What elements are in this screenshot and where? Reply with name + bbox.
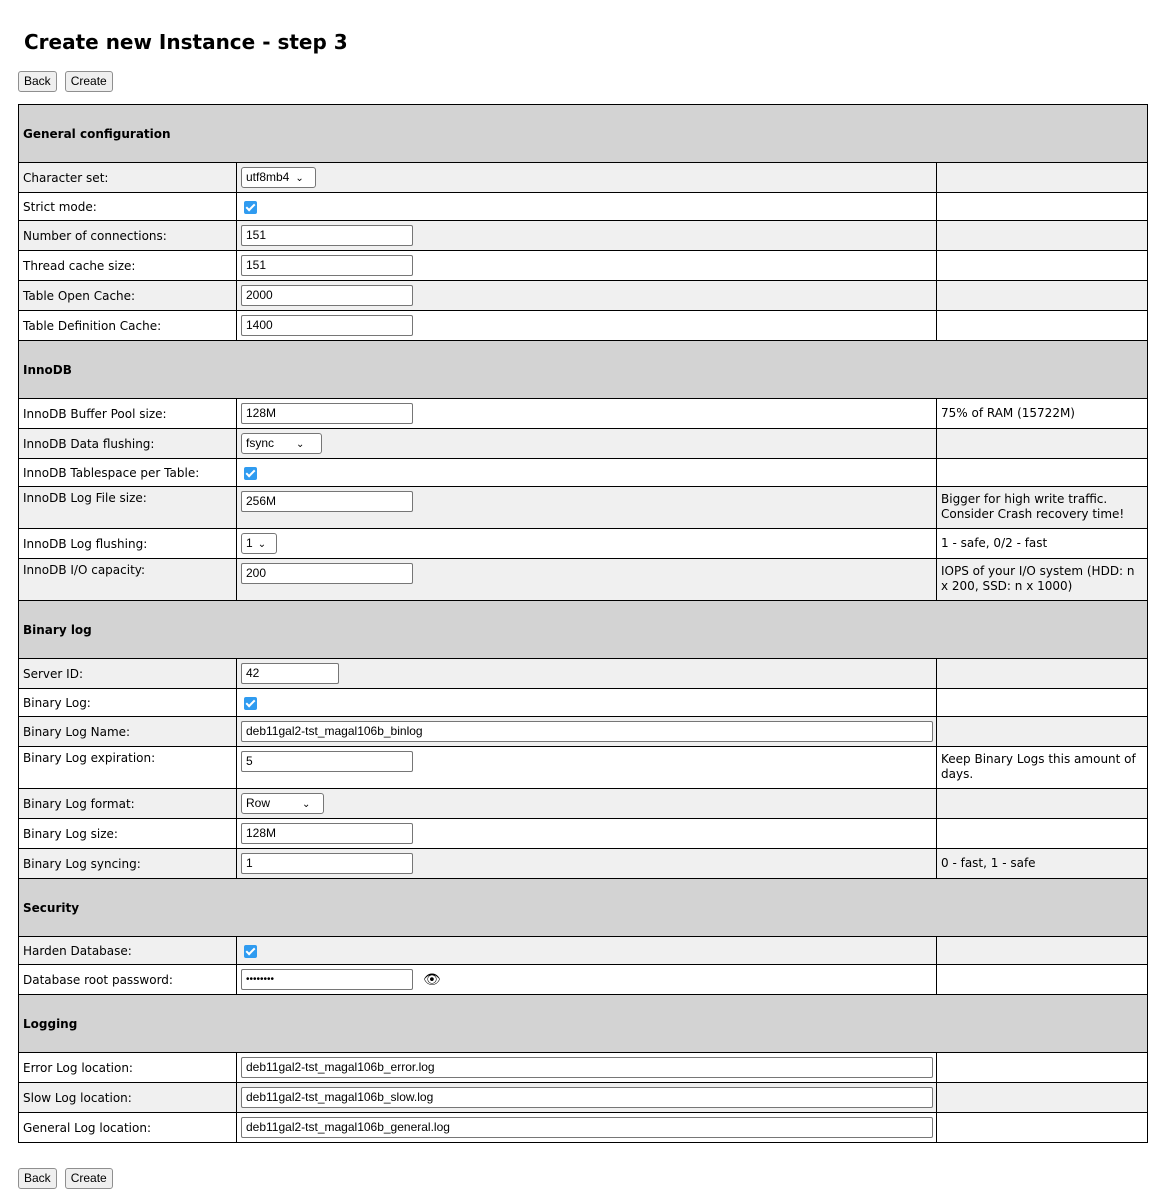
log-file-size-input[interactable]: 256M [241,491,413,512]
row-slow-log [19,1083,1148,1113]
section-title: General configuration [19,105,1148,163]
buffer-pool-input[interactable]: 128M [241,403,413,424]
row-buffer-pool [19,399,1148,429]
chevron-down-icon: ⌄ [295,173,304,184]
chevron-down-icon: ⌄ [302,799,311,810]
field-label: Binary Log Name: [19,717,237,747]
binlog-expiration-input[interactable]: 5 [241,751,413,772]
section-logging [19,995,1148,1053]
hint-cell [937,789,1148,819]
hint-cell: Keep Binary Logs this amount of days. [937,747,1148,789]
field-label: Strict mode: [19,193,237,221]
row-log-flushing [19,529,1148,559]
row-file-per-table [19,459,1148,487]
bottom-button-bar [18,1168,121,1189]
section-security [19,879,1148,937]
character-set-select[interactable] [241,167,316,188]
select-value: utf8mb4 [246,170,290,184]
section-binlog [19,601,1148,659]
hint-cell [937,221,1148,251]
field-label: Server ID: [19,659,237,689]
section-title: Binary log [19,601,1148,659]
field-label: General Log location: [19,1113,237,1143]
field-label: Character set: [19,163,237,193]
field-label: Binary Log size: [19,819,237,849]
data-flushing-select[interactable] [241,433,322,454]
hint-cell [937,819,1148,849]
file-per-table-checkbox[interactable] [244,467,257,480]
field-label: InnoDB Log File size: [19,487,237,529]
hint-cell [937,937,1148,965]
field-label: Binary Log expiration: [19,747,237,789]
table-definition-cache-input[interactable]: 1400 [241,315,413,336]
field-label: Binary Log format: [19,789,237,819]
field-label: Database root password: [19,965,237,995]
field-label: Slow Log location: [19,1083,237,1113]
field-label: InnoDB Tablespace per Table: [19,459,237,487]
row-data-flushing [19,429,1148,459]
section-innodb [19,341,1148,399]
eye-icon[interactable]: 👁 [423,971,441,988]
field-label: Binary Log syncing: [19,849,237,879]
row-binlog-format [19,789,1148,819]
row-binlog-name [19,717,1148,747]
row-table-definition-cache [19,311,1148,341]
row-connections [19,221,1148,251]
page-title: Create new Instance - step 3 [24,30,348,54]
create-button[interactable]: Create [65,1168,113,1189]
field-label: InnoDB Buffer Pool size: [19,399,237,429]
io-capacity-input[interactable]: 200 [241,563,413,584]
thread-cache-input[interactable]: 151 [241,255,413,276]
row-error-log [19,1053,1148,1083]
general-log-input[interactable]: deb11gal2-tst_magal106b_general.log [241,1117,933,1138]
field-label: Number of connections: [19,221,237,251]
hint-cell [937,459,1148,487]
hint-cell: 1 - safe, 0/2 - fast [937,529,1148,559]
hint-cell [937,311,1148,341]
hint-cell [937,429,1148,459]
row-io-capacity [19,559,1148,601]
hint-cell [937,1083,1148,1113]
hint-cell [937,193,1148,221]
row-server-id [19,659,1148,689]
error-log-input[interactable]: deb11gal2-tst_magal106b_error.log [241,1057,933,1078]
top-button-bar [18,71,121,92]
binary-log-checkbox[interactable] [244,697,257,710]
create-button[interactable]: Create [65,71,113,92]
field-label: Table Definition Cache: [19,311,237,341]
row-binlog-syncing [19,849,1148,879]
table-open-cache-input[interactable]: 2000 [241,285,413,306]
hint-cell [937,1053,1148,1083]
row-binlog-size [19,819,1148,849]
chevron-down-icon: ⌄ [296,439,305,450]
select-value: 1 [246,536,253,550]
chevron-down-icon: ⌄ [257,539,267,550]
log-flushing-select[interactable] [241,533,277,554]
hint-cell: Bigger for high write traffic. Consider Crash recovery time! [937,487,1148,529]
section-title: Security [19,879,1148,937]
hint-cell [937,717,1148,747]
field-label: Error Log location: [19,1053,237,1083]
harden-database-checkbox[interactable] [244,945,257,958]
row-binlog-expiration [19,747,1148,789]
binlog-size-input[interactable]: 128M [241,823,413,844]
row-root-password [19,965,1148,995]
strict-mode-checkbox[interactable] [244,201,257,214]
hint-cell: 0 - fast, 1 - safe [937,849,1148,879]
section-title: Logging [19,995,1148,1053]
binlog-format-select[interactable] [241,793,324,814]
section-general [19,105,1148,163]
root-password-input[interactable]: •••••••• [241,969,413,990]
select-value: fsync [246,436,275,450]
hint-cell [937,251,1148,281]
field-label: Harden Database: [19,937,237,965]
field-label: InnoDB Data flushing: [19,429,237,459]
hint-cell [937,1113,1148,1143]
row-thread-cache [19,251,1148,281]
config-table [18,104,1148,1143]
binlog-syncing-input[interactable]: 1 [241,853,413,874]
hint-cell [937,659,1148,689]
field-label: Binary Log: [19,689,237,717]
row-binary-log [19,689,1148,717]
row-strict-mode [19,193,1148,221]
row-table-open-cache [19,281,1148,311]
hint-cell [937,689,1148,717]
connections-input[interactable]: 151 [241,225,413,246]
field-label: InnoDB I/O capacity: [19,559,237,601]
field-label: Thread cache size: [19,251,237,281]
row-general-log [19,1113,1148,1143]
server-id-input[interactable]: 42 [241,663,339,684]
hint-cell [937,163,1148,193]
hint-cell [937,281,1148,311]
binlog-name-input[interactable]: deb11gal2-tst_magal106b_binlog [241,721,933,742]
section-title: InnoDB [19,341,1148,399]
field-label: InnoDB Log flushing: [19,529,237,559]
row-character-set [19,163,1148,193]
slow-log-input[interactable]: deb11gal2-tst_magal106b_slow.log [241,1087,933,1108]
field-label: Table Open Cache: [19,281,237,311]
select-value: Row [246,796,271,810]
back-button[interactable]: Back [18,71,57,92]
row-harden [19,937,1148,965]
row-log-file-size [19,487,1148,529]
hint-cell [937,965,1148,995]
back-button[interactable]: Back [18,1168,57,1189]
hint-cell: IOPS of your I/O system (HDD: n x 200, SSD: n x 1000) [937,559,1148,601]
hint-cell: 75% of RAM (15722M) [937,399,1148,429]
